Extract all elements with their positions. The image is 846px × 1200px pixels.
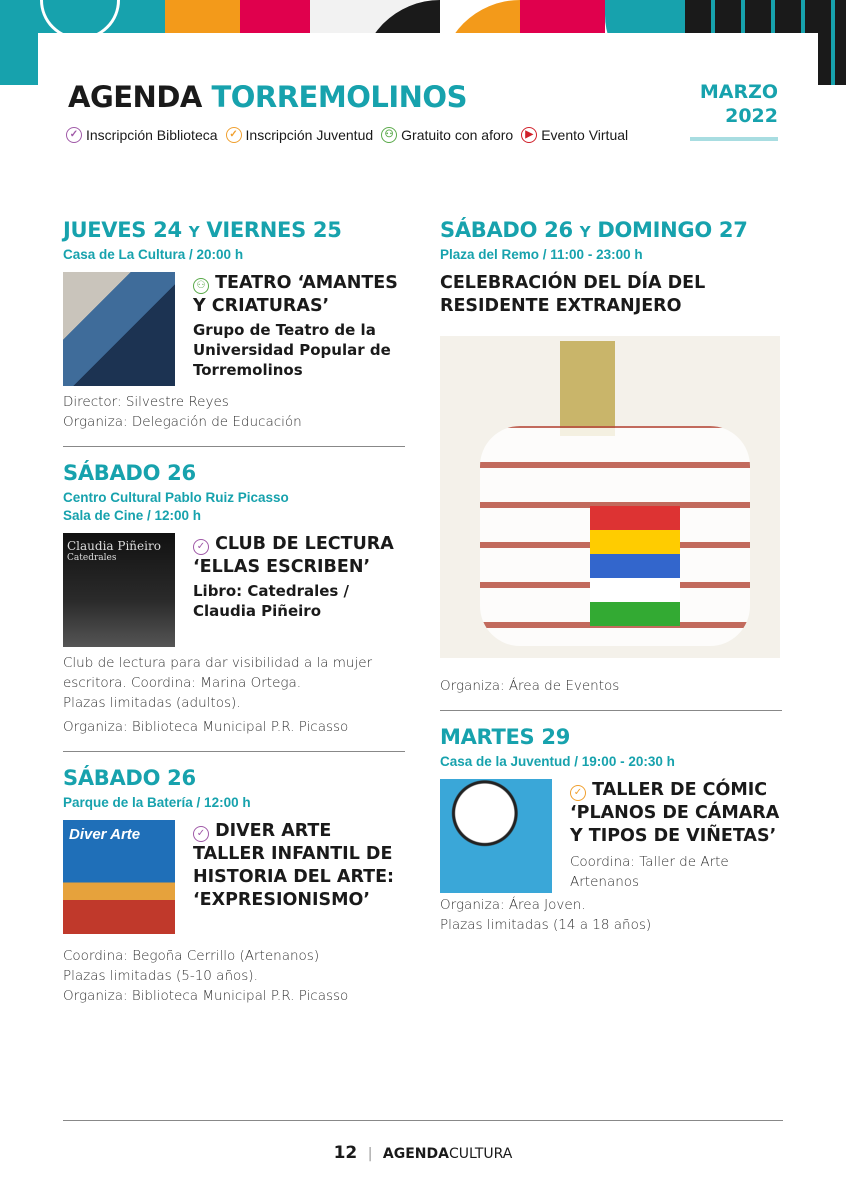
- event-comic: [440, 725, 782, 935]
- event-image: [440, 336, 780, 658]
- check-circle-icon: ✓: [226, 127, 242, 143]
- event-place: Parque de la Batería / 12:00 h: [63, 795, 251, 810]
- event-place: Casa de la Juventud / 19:00 - 20:30 h: [440, 754, 675, 769]
- event-image: [63, 272, 175, 386]
- event-coordinator: Coordina: Taller de Arte Artenanos: [570, 854, 729, 890]
- footer-section-a: AGENDA: [382, 1146, 449, 1162]
- legend-item: [381, 127, 513, 143]
- legend-item: [226, 127, 374, 143]
- legend-label: Evento Virtual: [541, 127, 629, 143]
- event-image: [63, 820, 175, 934]
- divider: [440, 710, 782, 711]
- footer: 12 | AGENDACULTURA: [333, 1143, 513, 1163]
- event-date: MARTES 29: [440, 725, 571, 749]
- event-title: CLUB DE LECTURA ‘ELLAS ESCRIBEN’: [193, 534, 394, 577]
- year: 2022: [725, 105, 778, 127]
- event-date: SÁBADO 26: [63, 461, 196, 485]
- legend: [66, 127, 628, 143]
- event-date: [63, 218, 405, 242]
- check-circle-icon: ✓: [66, 127, 82, 143]
- event-date: SÁBADO 26: [63, 766, 196, 790]
- event-place: Casa de La Cultura / 20:00 h: [63, 247, 244, 262]
- event-residente: [440, 218, 782, 696]
- check-circle-icon: ✓: [570, 785, 586, 801]
- event-image: [440, 779, 552, 893]
- event-detail: Plazas limitadas (5-10 años).: [63, 968, 258, 984]
- play-circle-icon: ▶: [521, 127, 537, 143]
- month: MARZO: [699, 81, 778, 103]
- footer-divider: [63, 1120, 783, 1121]
- legend-label: Inscripción Biblioteca: [86, 127, 218, 143]
- event-title: CELEBRACIÓN DEL DÍA DEL RESIDENTE EXTRANJERO: [440, 273, 706, 316]
- divider: [63, 751, 405, 752]
- person-circle-icon: ⚇: [381, 127, 397, 143]
- check-circle-icon: ✓: [193, 539, 209, 555]
- event-detail: Club de lectura para dar visibilidad a la mujer escritora. Coordina: Marina Ortega.: [63, 655, 373, 691]
- date-a: SÁBADO 26: [440, 218, 573, 242]
- date-b: VIERNES 25: [206, 218, 342, 242]
- left-column: [63, 218, 405, 1006]
- event-teatro: [63, 218, 405, 432]
- check-circle-icon: ✓: [193, 826, 209, 842]
- legend-label: Gratuito con aforo: [401, 127, 514, 143]
- person-circle-icon: ⚇: [193, 278, 209, 294]
- event-club-lectura: [63, 461, 405, 737]
- page-title: [68, 80, 467, 114]
- event-detail: Plazas limitadas (adultos).: [63, 695, 241, 711]
- date-conj: Y: [188, 223, 200, 241]
- event-subtitle: Libro: Catedrales / Claudia Piñeiro: [193, 582, 350, 620]
- title-torremolinos: TORREMOLINOS: [211, 80, 467, 114]
- event-detail: Coordina: Begoña Cerrillo (Artenanos): [63, 948, 320, 964]
- month-label: [700, 80, 778, 128]
- event-diver-arte: [63, 766, 405, 1006]
- event-detail: Organiza: Biblioteca Municipal P.R. Picasso: [63, 719, 349, 735]
- event-detail: Plazas limitadas (14 a 18 años): [440, 917, 652, 933]
- page-number: 12: [333, 1143, 358, 1163]
- divider: [63, 446, 405, 447]
- date-conj: Y: [579, 223, 591, 241]
- event-date: [440, 218, 782, 242]
- event-detail: Organiza: Biblioteca Municipal P.R. Picasso: [63, 988, 349, 1004]
- date-b: DOMINGO 27: [597, 218, 748, 242]
- book-cover-image: [63, 533, 175, 647]
- legend-item: [66, 127, 218, 143]
- legend-label: Inscripción Juventud: [245, 127, 374, 143]
- cover-title: Diver Arte: [69, 826, 141, 843]
- event-place-room: Sala de Cine / 12:00 h: [63, 508, 202, 523]
- right-column: [440, 218, 782, 935]
- event-detail: Organiza: Área de Eventos: [440, 678, 620, 694]
- month-underline: [690, 137, 778, 141]
- cover-title: Catedrales: [67, 553, 117, 563]
- event-detail: Director: Silvestre Reyes: [63, 394, 229, 410]
- footer-section-b: CULTURA: [448, 1146, 513, 1162]
- cover-author: Claudia Piñeiro: [67, 539, 161, 553]
- event-title: DIVER ARTE TALLER INFANTIL DE HISTORIA DEL ARTE: ‘EXPRESIONISMO’: [193, 821, 395, 910]
- event-place: Plaza del Remo / 11:00 - 23:00 h: [440, 247, 643, 262]
- event-detail: Organiza: Área Joven.: [440, 897, 586, 913]
- event-title: TALLER DE CÓMIC ‘PLANOS DE CÁMARA Y TIPOS DE VIÑETAS’: [570, 780, 780, 846]
- date-a: JUEVES 24: [63, 218, 182, 242]
- title-agenda: AGENDA: [68, 80, 202, 114]
- event-title: TEATRO ‘AMANTES Y CRIATURAS’: [193, 273, 398, 316]
- event-subtitle: Grupo de Teatro de la Universidad Popular de Torremolinos: [193, 321, 391, 379]
- event-place: Centro Cultural Pablo Ruiz Picasso: [63, 490, 289, 505]
- event-detail: Organiza: Delegación de Educación: [63, 414, 302, 430]
- legend-item: [521, 127, 628, 143]
